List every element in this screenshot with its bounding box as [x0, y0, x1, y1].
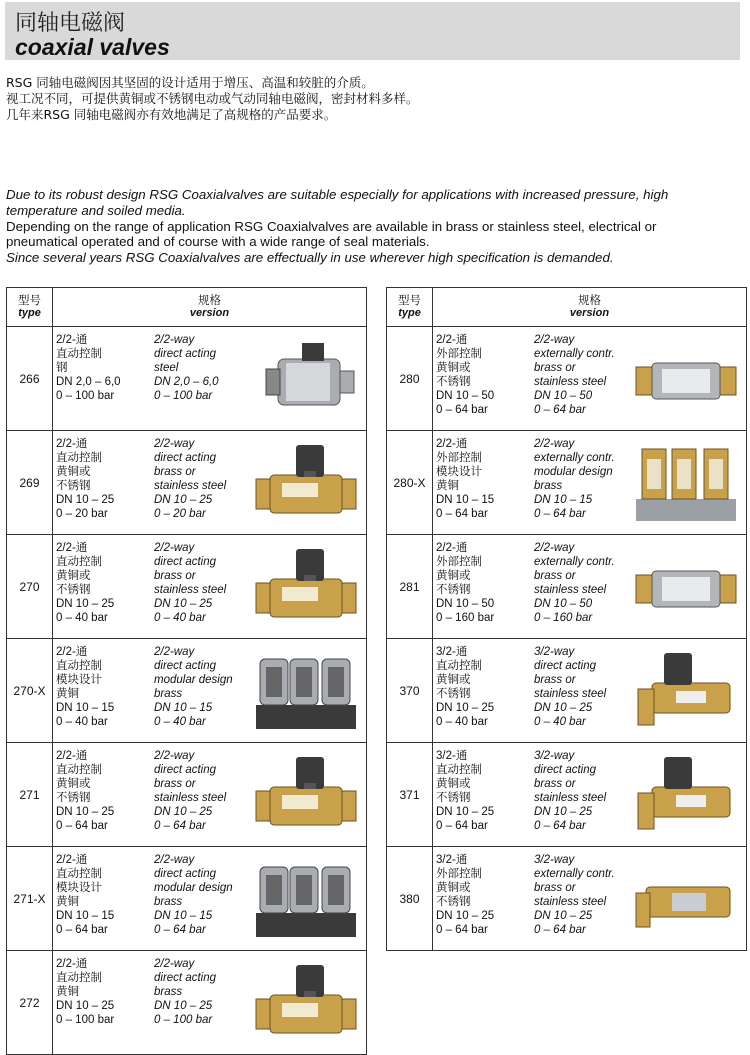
spec-line-cn: 0 – 20 bar: [56, 508, 108, 520]
spec-line-cn: DN 10 – 50: [436, 598, 495, 610]
spec-line-en: brass or: [154, 778, 196, 790]
spec-line-en: direct acting: [534, 764, 597, 776]
type-header-cn: 型号: [398, 293, 421, 307]
spec-line-cn: DN 10 – 15: [56, 702, 115, 714]
spec-line-cn: DN 10 – 15: [436, 494, 495, 506]
spec-line-cn: 直动控制: [436, 660, 482, 672]
spec-line-cn: 0 – 40 bar: [56, 612, 108, 624]
spec-line-cn: 直动控制: [56, 348, 102, 360]
version-en: [154, 333, 219, 403]
type-header-en: type: [18, 307, 41, 319]
spec-line-en: externally contr.: [534, 452, 615, 464]
valve-version: [433, 431, 747, 535]
valve-type: 270-X: [7, 639, 53, 743]
spec-line-en: 0 – 40 bar: [534, 716, 586, 728]
spec-line-en: direct acting: [154, 660, 217, 672]
spec-line-cn: 2/2-通: [56, 958, 88, 970]
spec-line-cn: 直动控制: [436, 764, 482, 776]
valve-photo: [632, 337, 740, 421]
valve-type: 271: [7, 743, 53, 847]
spec-line-en: direct acting: [534, 660, 597, 672]
intro-en-line: Since several years RSG Coaxialvalves are effectually in use wherever high specification is demanded.: [6, 250, 614, 266]
valve-version: [433, 743, 747, 847]
spec-line-en: 0 – 64 bar: [154, 820, 206, 832]
spec-line-cn: 模块设计: [436, 466, 482, 478]
valve-type: 266: [7, 327, 53, 431]
spec-line-en: DN 10 – 25: [154, 494, 213, 506]
type-header-cn: 型号: [18, 293, 41, 307]
spec-line-en: 2/2-way: [154, 958, 195, 970]
version-cn: [436, 853, 494, 937]
spec-line-en: brass or: [534, 778, 576, 790]
valve-type: 269: [7, 431, 53, 535]
version-cn: [436, 645, 494, 729]
spec-line-cn: 黄铜: [56, 986, 79, 998]
spec-line-en: stainless steel: [154, 584, 227, 596]
intro-en-line: temperature and soiled media.: [6, 202, 186, 218]
spec-line-en: direct acting: [154, 868, 217, 880]
valve-version: [53, 327, 367, 431]
valve-type: 380: [387, 847, 433, 951]
spec-line-en: DN 10 – 25: [534, 806, 593, 818]
version-cn: [56, 541, 114, 625]
spec-line-cn: 黄铜: [56, 688, 79, 700]
table-row: [7, 743, 367, 847]
spec-line-en: brass or: [534, 570, 576, 582]
spec-line-en: stainless steel: [534, 376, 607, 388]
version-cn: [436, 437, 494, 521]
spec-line-cn: 不锈钢: [436, 792, 471, 804]
spec-line-cn: 2/2-通: [56, 854, 88, 866]
valve-version: [433, 639, 747, 743]
spec-line-cn: 2/2-通: [436, 438, 468, 450]
spec-line-cn: DN 10 – 25: [436, 806, 495, 818]
spec-line-cn: 外部控制: [436, 868, 482, 880]
spec-line-cn: 0 – 64 bar: [436, 924, 488, 936]
spec-line-en: DN 10 – 50: [534, 598, 593, 610]
spec-line-en: 2/2-way: [534, 334, 575, 346]
spec-line-en: direct acting: [154, 764, 217, 776]
valve-version: [433, 327, 747, 431]
valve-version: [53, 535, 367, 639]
page-title-en: coaxial valves: [15, 34, 170, 60]
version-header: [53, 288, 367, 327]
version-cn: [56, 957, 114, 1027]
spec-line-cn: 黄铜或: [436, 674, 471, 686]
table-row: [7, 847, 367, 951]
version-cn: [436, 541, 494, 625]
table-row: [7, 535, 367, 639]
spec-line-en: 0 – 40 bar: [154, 612, 206, 624]
type-header: [7, 288, 53, 327]
spec-line-cn: 3/2-通: [436, 646, 468, 658]
version-header-en: version: [569, 307, 610, 319]
spec-line-en: DN 10 – 15: [154, 910, 213, 922]
spec-line-cn: DN 10 – 25: [56, 598, 115, 610]
spec-line-en: stainless steel: [154, 792, 227, 804]
version-en: [154, 437, 226, 521]
valve-version: [53, 431, 367, 535]
spec-line-cn: 钢: [56, 362, 68, 374]
spec-line-en: 0 – 64 bar: [534, 820, 586, 832]
valve-type: 271-X: [7, 847, 53, 951]
spec-line-en: externally contr.: [534, 556, 615, 568]
intro-en-line: Depending on the range of application RSG Coaxialvalves are available in brass or stainless steel, electrical or: [6, 218, 657, 234]
table-header-row: [387, 288, 747, 327]
spec-line-cn: 不锈钢: [56, 792, 91, 804]
spec-line-en: 0 – 40 bar: [154, 716, 206, 728]
valve-type: 270: [7, 535, 53, 639]
spec-line-cn: 模块设计: [56, 674, 102, 686]
spec-line-cn: 3/2-通: [436, 854, 468, 866]
valve-version: [433, 847, 747, 951]
spec-line-en: stainless steel: [534, 688, 607, 700]
valve-type: 280: [387, 327, 433, 431]
spec-line-en: DN 10 – 25: [154, 806, 213, 818]
spec-line-en: 0 – 64 bar: [534, 404, 586, 416]
spec-line-cn: 2/2-通: [56, 542, 88, 554]
spec-line-en: DN 10 – 25: [534, 702, 593, 714]
version-en: [154, 853, 233, 937]
spec-line-en: DN 10 – 15: [154, 702, 213, 714]
version-en: [154, 541, 226, 625]
table-row: [7, 639, 367, 743]
spec-line-cn: 黄铜或: [56, 778, 91, 790]
type-header: [387, 288, 433, 327]
table-row: [387, 847, 747, 951]
spec-line-en: 0 – 64 bar: [154, 924, 206, 936]
version-en: [534, 437, 615, 521]
valve-table-left: [6, 287, 367, 1055]
table-row: [387, 639, 747, 743]
spec-line-en: 0 – 64 bar: [534, 924, 586, 936]
valve-photo: [632, 545, 740, 629]
spec-line-en: 3/2-way: [534, 854, 575, 866]
valve-type: 272: [7, 951, 53, 1055]
spec-line-en: stainless steel: [154, 480, 227, 492]
spec-line-en: externally contr.: [534, 348, 615, 360]
spec-line-cn: 2/2-通: [56, 438, 88, 450]
spec-line-cn: 不锈钢: [56, 480, 91, 492]
version-en: [154, 957, 216, 1027]
spec-line-cn: 2/2-通: [56, 750, 88, 762]
version-cn: [56, 853, 114, 937]
valve-version: [53, 743, 367, 847]
intro-chinese: [6, 75, 419, 123]
spec-line-cn: 黄铜或: [436, 362, 471, 374]
intro-english: [6, 187, 741, 266]
spec-line-cn: DN 10 – 25: [56, 806, 115, 818]
version-en: [534, 853, 615, 937]
spec-line-en: brass: [154, 986, 183, 998]
valve-type: 371: [387, 743, 433, 847]
spec-line-cn: 黄铜或: [436, 570, 471, 582]
spec-line-en: direct acting: [154, 972, 217, 984]
version-header-cn: 规格: [198, 293, 221, 307]
spec-line-cn: DN 10 – 25: [436, 910, 495, 922]
spec-line-cn: 0 – 40 bar: [436, 716, 488, 728]
valve-version: [53, 847, 367, 951]
valve-type: 281: [387, 535, 433, 639]
spec-line-cn: 直动控制: [56, 452, 102, 464]
intro-cn-line: 几年来RSG 同轴电磁阀亦有效地满足了高规格的产品要求。: [6, 107, 337, 122]
spec-line-cn: 0 – 64 bar: [56, 820, 108, 832]
spec-line-en: 0 – 100 bar: [154, 1014, 213, 1026]
version-header-en: version: [189, 307, 230, 319]
valve-version: [433, 535, 747, 639]
valve-photo: [632, 441, 740, 525]
spec-line-cn: 0 – 64 bar: [436, 508, 488, 520]
spec-line-en: 0 – 64 bar: [534, 508, 586, 520]
spec-line-en: brass: [534, 480, 563, 492]
spec-line-cn: 0 – 64 bar: [436, 404, 488, 416]
spec-line-cn: 0 – 100 bar: [56, 1014, 115, 1026]
spec-line-en: modular design: [154, 674, 233, 686]
spec-line-cn: 直动控制: [56, 556, 102, 568]
spec-line-cn: 黄铜: [436, 480, 459, 492]
spec-line-en: brass or: [534, 882, 576, 894]
spec-line-en: DN 10 – 25: [534, 910, 593, 922]
valve-photo: [252, 753, 360, 837]
spec-line-cn: 模块设计: [56, 882, 102, 894]
spec-line-en: brass or: [154, 570, 196, 582]
table-row: [387, 743, 747, 847]
spec-line-cn: 外部控制: [436, 348, 482, 360]
version-en: [534, 645, 606, 729]
version-cn: [56, 437, 114, 521]
intro-cn-line: RSG 同轴电磁阀因其坚固的设计适用于增压、高温和较脏的介质。: [6, 75, 374, 90]
version-en: [154, 645, 233, 729]
version-cn: [436, 749, 494, 833]
spec-line-en: 3/2-way: [534, 750, 575, 762]
valve-photo: [252, 649, 360, 733]
spec-line-cn: 不锈钢: [436, 688, 471, 700]
table-row: [387, 327, 747, 431]
spec-line-en: direct acting: [154, 348, 217, 360]
valve-photo: [252, 337, 360, 421]
spec-line-cn: 0 – 160 bar: [436, 612, 495, 624]
table-header-row: [7, 288, 367, 327]
table-row: [7, 951, 367, 1055]
spec-line-cn: 2/2-通: [56, 646, 88, 658]
spec-line-cn: 0 – 100 bar: [56, 390, 115, 402]
spec-line-cn: 不锈钢: [436, 584, 471, 596]
spec-line-en: direct acting: [154, 556, 217, 568]
spec-line-en: 2/2-way: [154, 854, 195, 866]
version-en: [534, 749, 606, 833]
spec-line-en: 2/2-way: [154, 334, 195, 346]
intro-en-line: pneumatical operated and of course with a wide range of seal materials.: [6, 234, 430, 250]
spec-line-cn: 直动控制: [56, 660, 102, 672]
version-header: [433, 288, 747, 327]
version-cn: [56, 749, 114, 833]
spec-line-cn: 0 – 64 bar: [436, 820, 488, 832]
spec-line-en: modular design: [534, 466, 613, 478]
spec-line-en: 2/2-way: [154, 542, 195, 554]
table-row: [7, 327, 367, 431]
spec-line-en: brass or: [154, 466, 196, 478]
version-en: [154, 749, 226, 833]
table-row: [387, 535, 747, 639]
spec-line-cn: 2/2-通: [56, 334, 88, 346]
spec-line-en: DN 10 – 25: [154, 1000, 213, 1012]
spec-line-en: stainless steel: [534, 896, 607, 908]
spec-line-cn: DN 2,0 – 6,0: [56, 376, 121, 388]
spec-line-en: brass or: [534, 674, 576, 686]
version-en: [534, 541, 615, 625]
valve-version: [53, 951, 367, 1055]
spec-line-en: brass or: [534, 362, 576, 374]
spec-line-en: 2/2-way: [154, 646, 195, 658]
valve-table-right: [386, 287, 747, 951]
spec-line-cn: 外部控制: [436, 452, 482, 464]
spec-line-cn: DN 10 – 25: [56, 1000, 115, 1012]
valve-photo: [632, 649, 740, 733]
spec-line-en: DN 10 – 25: [154, 598, 213, 610]
spec-line-en: externally contr.: [534, 868, 615, 880]
spec-line-en: DN 2,0 – 6,0: [154, 376, 219, 388]
spec-line-cn: 不锈钢: [436, 376, 471, 388]
spec-line-cn: 2/2-通: [436, 542, 468, 554]
spec-line-cn: DN 10 – 25: [56, 494, 115, 506]
spec-line-cn: 直动控制: [56, 972, 102, 984]
spec-line-cn: 黄铜或: [56, 466, 91, 478]
spec-line-en: DN 10 – 50: [534, 390, 593, 402]
valve-type: 280-X: [387, 431, 433, 535]
spec-line-en: stainless steel: [534, 584, 607, 596]
spec-line-en: brass: [154, 896, 183, 908]
valve-version: [53, 639, 367, 743]
spec-line-en: 2/2-way: [154, 438, 195, 450]
valve-photo: [632, 857, 740, 941]
valve-photo: [252, 857, 360, 941]
spec-line-cn: 不锈钢: [56, 584, 91, 596]
spec-line-cn: 黄铜或: [56, 570, 91, 582]
spec-line-cn: DN 10 – 25: [436, 702, 495, 714]
spec-line-cn: 直动控制: [56, 764, 102, 776]
spec-line-en: brass: [154, 688, 183, 700]
version-en: [534, 333, 615, 417]
spec-line-en: 2/2-way: [534, 542, 575, 554]
version-cn: [56, 333, 121, 403]
type-header-en: type: [398, 307, 421, 319]
valve-photo: [632, 753, 740, 837]
spec-line-cn: 外部控制: [436, 556, 482, 568]
spec-line-en: 2/2-way: [534, 438, 575, 450]
spec-line-en: direct acting: [154, 452, 217, 464]
spec-line-cn: 3/2-通: [436, 750, 468, 762]
spec-line-cn: 黄铜或: [436, 778, 471, 790]
title-bar: [5, 2, 740, 60]
spec-line-en: 3/2-way: [534, 646, 575, 658]
spec-line-cn: 0 – 64 bar: [56, 924, 108, 936]
table-row: [387, 431, 747, 535]
spec-line-cn: DN 10 – 50: [436, 390, 495, 402]
valve-photo: [252, 545, 360, 629]
spec-line-cn: 黄铜: [56, 896, 79, 908]
intro-en-line: Due to its robust design RSG Coaxialvalves are suitable especially for applications with increased pressure, high: [6, 187, 669, 202]
intro-cn-line: 视工况不同，可提供黄铜或不锈钢电动或气动同轴电磁阀，密封材料多样。: [6, 91, 419, 106]
spec-line-en: DN 10 – 15: [534, 494, 593, 506]
spec-line-cn: 直动控制: [56, 868, 102, 880]
version-cn: [56, 645, 114, 729]
spec-line-en: 2/2-way: [154, 750, 195, 762]
spec-line-en: 0 – 160 bar: [534, 612, 593, 624]
spec-line-cn: 0 – 40 bar: [56, 716, 108, 728]
spec-line-cn: 黄铜或: [436, 882, 471, 894]
spec-line-en: steel: [154, 362, 179, 374]
table-row: [7, 431, 367, 535]
spec-line-en: 0 – 20 bar: [154, 508, 206, 520]
version-cn: [436, 333, 494, 417]
spec-line-cn: 2/2-通: [436, 334, 468, 346]
spec-line-cn: 不锈钢: [436, 896, 471, 908]
spec-line-en: 0 – 100 bar: [154, 390, 213, 402]
version-header-cn: 规格: [578, 293, 601, 307]
spec-line-en: modular design: [154, 882, 233, 894]
spec-line-cn: DN 10 – 15: [56, 910, 115, 922]
page-title-cn: 同轴电磁阀: [15, 11, 126, 36]
spec-line-en: stainless steel: [534, 792, 607, 804]
valve-photo: [252, 961, 360, 1045]
valve-photo: [252, 441, 360, 525]
valve-type: 370: [387, 639, 433, 743]
